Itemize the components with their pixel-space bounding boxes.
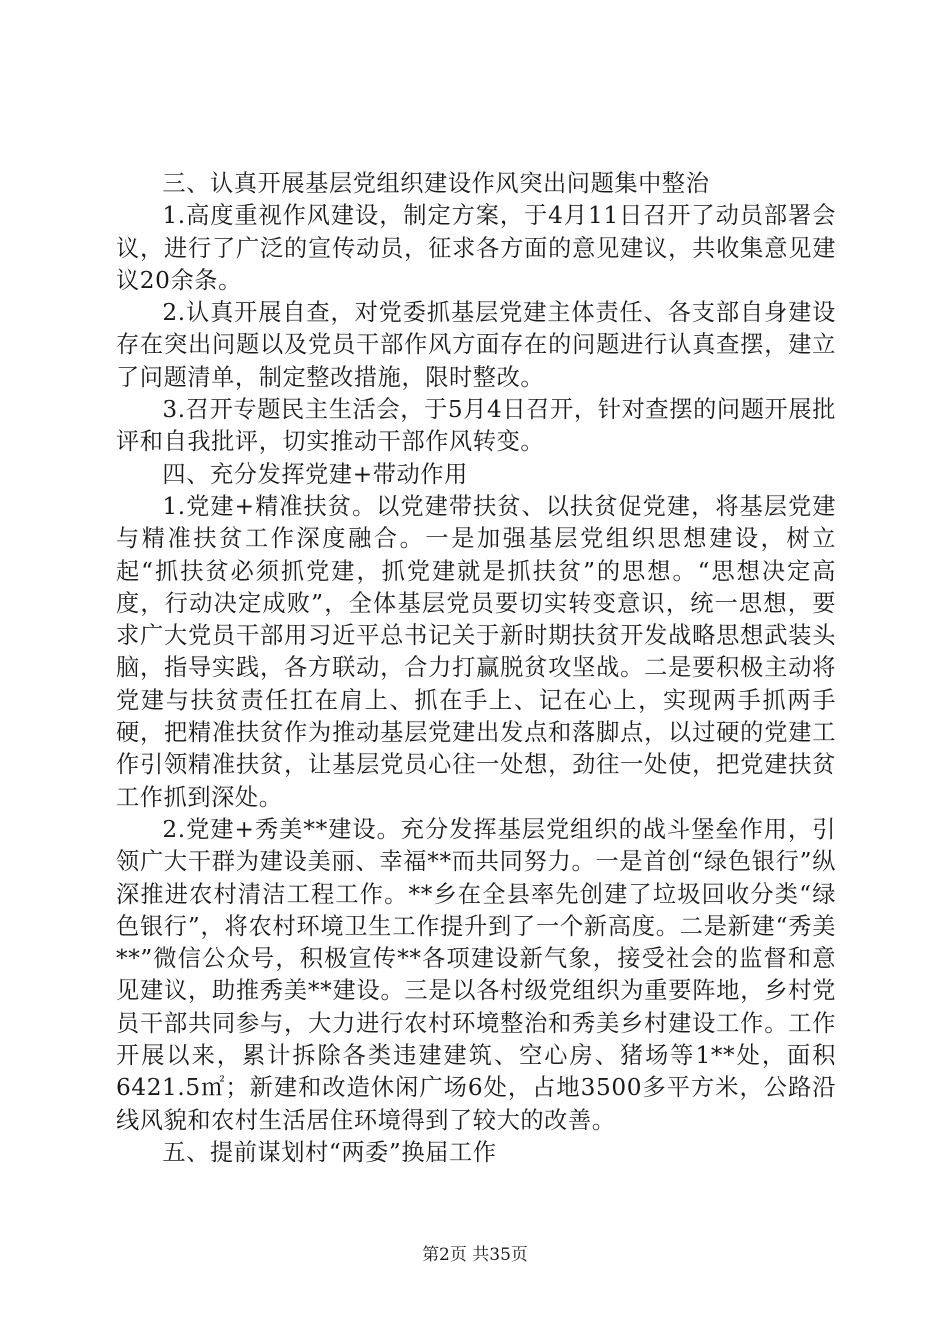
section-heading-4: 四、充分发挥党建+带动作用 bbox=[162, 460, 468, 488]
paragraph-3-1: 1.高度重视作风建设，制定方案，于4月11日召开了动员部署会议，进行了广泛的宣传动员，征求各方面的意见建议，共收集意见建议20余条。 bbox=[116, 202, 836, 294]
paragraph-3-2: 2.认真开展自查，对党委抓基层党建主体责任、各支部自身建设存在突出问题以及党员干部作风方面存在的问题进行认真查摆，建立了问题清单，制定整改措施，限时整改。 bbox=[116, 299, 836, 391]
page-number-footer: 第2页 共35页 bbox=[422, 1245, 528, 1265]
paragraph-4-2: 2.党建+秀美**建设。充分发挥基层党组织的战斗堡垒作用，引领广大干群为建设美丽、幸福**而共同努力。一是首创“绿色银行”纵深推进农村清洁工程工作。**乡在全县率先创建了垃圾回收分类“绿色银行”，将农村环境卫生工作提升到了一个新高度。二是新建“秀美**”微信公众号，积极宣传**各项建设新气象，接受社会的监督和意见建议，助推秀美**建设。三是以各村级党组织为重要阵地，乡村党员干部共同参与，大力进行农村环境整治和秀美乡村建设工作。工作开展以来，累计拆除各类违建建筑、空心房、猪场等1**处，面积6421.5㎡；新建和改造休闲广场6处，占地3500多平方米，公路沿线风貌和农村生活居住环境得到了较大的改善。 bbox=[116, 815, 836, 1134]
section-heading-5: 五、提前谋划村“两委”换届工作 bbox=[162, 1138, 497, 1166]
paragraph-3-3: 3.召开专题民主生活会，于5月4日召开，针对查摆的问题开展批评和自我批评，切实推动干部作风转变。 bbox=[116, 396, 836, 456]
document-body bbox=[116, 168, 836, 1169]
paragraph-4-1: 1.党建+精准扶贫。以党建带扶贫、以扶贫促党建，将基层党建与精准扶贫工作深度融合。一是加强基层党组织思想建设，树立起“抓扶贫必须抓党建，抓党建就是抓扶贫”的思想。“思想决定高度，行动决定成败”，全体基层党员要切实转变意识，统一思想，要求广大党员干部用习近平总书记关于新时期扶贫开发战略思想武装头脑，指导实践，各方联动，合力打赢脱贫攻坚战。二是要积极主动将党建与扶贫责任扛在肩上、抓在手上、记在心上，实现两手抓两手硬，把精准扶贫作为推动基层党建出发点和落脚点，以过硬的党建工作引领精准扶贫，让基层党员心往一处想，劲往一处使，把党建扶贫工作抓到深处。 bbox=[116, 492, 836, 811]
section-heading-3: 三、认真开展基层党组织建设作风突出问题集中整治 bbox=[162, 170, 710, 197]
